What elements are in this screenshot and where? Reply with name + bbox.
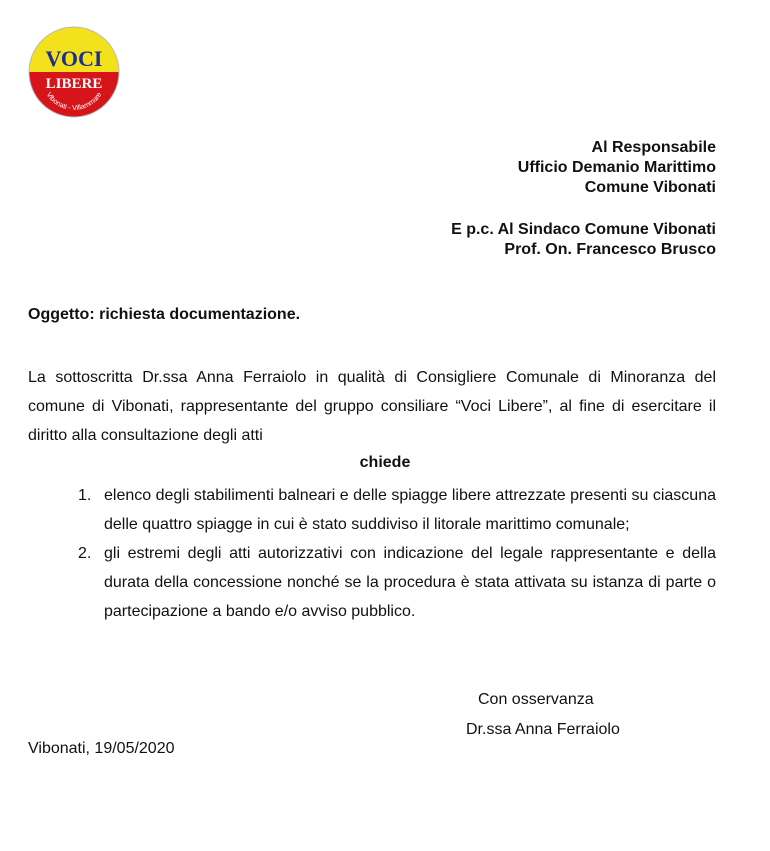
list-item [0, 539, 770, 626]
list-item-text: elenco degli stabilimenti balneari e delle spiagge libere attrezzate presenti su ciascuna delle quattro spiagge in cui è stato suddiviso il litorale marittimo comunale; [104, 487, 716, 533]
request-list [0, 481, 770, 626]
recipient-line: Ufficio Demanio Marittimo [517, 159, 716, 176]
recipient-line: Comune Vibonati [584, 179, 716, 196]
place-date: Vibonati, 19/05/2020 [28, 740, 175, 757]
request-heading: chiede [359, 454, 411, 471]
closing-salutation: Con osservanza [478, 691, 594, 708]
recipient-line: E p.c. Al Sindaco Comune Vibonati [451, 221, 716, 238]
svg-text:LIBERE: LIBERE [45, 76, 103, 92]
list-item-number: 1. [78, 487, 92, 504]
svg-text:VOCI: VOCI [45, 46, 103, 71]
intro-paragraph [28, 363, 716, 450]
voci-libere-logo [28, 26, 120, 118]
signature-name: Dr.ssa Anna Ferraiolo [466, 721, 620, 738]
recipient-line: Prof. On. Francesco Brusco [504, 241, 716, 258]
list-item-number: 2. [78, 545, 92, 562]
recipients-block [451, 138, 716, 260]
recipient-line: Al Responsabile [591, 139, 716, 156]
subject-line: Oggetto: richiesta documentazione. [28, 306, 301, 323]
intro-text: La sottoscritta Dr.ssa Anna Ferraiolo in qualità di Consigliere Comunale di Minoranza del comune di Vibonati, rappresentante del gruppo consiliare “Voci Libere”, al fine di esercitare il diritto alla consultazione degli atti [28, 369, 716, 444]
list-item-text: gli estremi degli atti autorizzativi con indicazione del legale rappresentante e della durata della concessione nonché se la procedura è stata attivata su istanza di parte o partecipazione a bando e/o avviso pubblico. [104, 545, 716, 620]
svg-text:Vibonati - Villammare: Vibonati - Villammare [44, 91, 104, 113]
list-item [0, 481, 770, 539]
